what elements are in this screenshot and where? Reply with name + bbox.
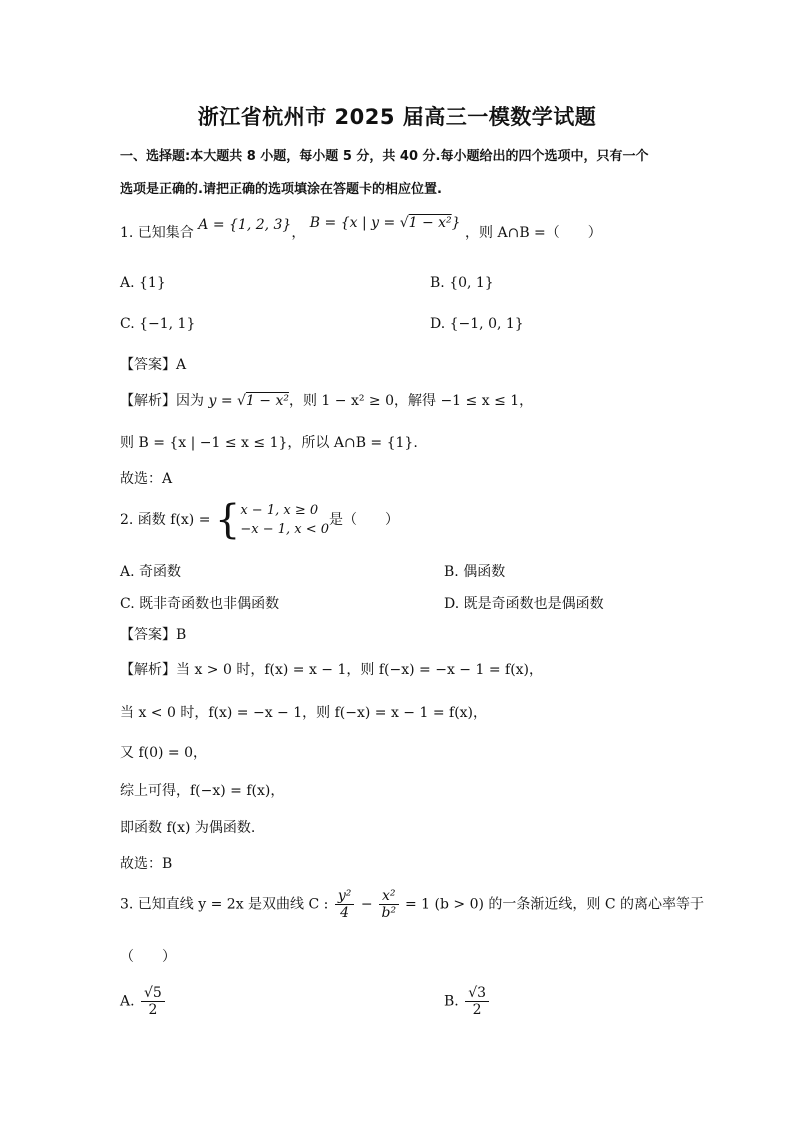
- q3-option-a-label: A.: [120, 993, 135, 1010]
- q1-set-b-left: B = {x | y =: [309, 215, 400, 231]
- q1-sol1-c: ，则 1 − x² ≥ 0，解得 −1 ≤ x ≤ 1，: [288, 393, 534, 409]
- q1-sol1-a: 【解析】因为: [120, 393, 209, 409]
- q3-option-b: [444, 985, 491, 1018]
- question-1-stem: [120, 215, 602, 242]
- q3-frac2-den: b²: [381, 905, 397, 921]
- q3-option-b-num: √3: [465, 985, 489, 1002]
- q1-prefix: 1. 已知集合: [120, 225, 194, 241]
- section-instructions-line1: 一、选择题:本大题共 8 小题，每小题 5 分，共 40 分.每小题给出的四个选项中，只有一个: [120, 149, 649, 164]
- q2-answer: 【答案】B: [120, 627, 187, 643]
- q3-option-a-fraction: [141, 985, 165, 1018]
- q1-option-b: B. {0, 1}: [430, 275, 494, 291]
- left-brace: {: [214, 497, 241, 543]
- q3-minus: −: [356, 896, 378, 913]
- q2-option-c: C. 既非奇函数也非偶函数: [120, 596, 280, 612]
- q2-choose: 故选：B: [120, 856, 173, 872]
- question-3-stem: [120, 888, 704, 921]
- q2-prefix: 2. 函数 f(x) =: [120, 512, 215, 528]
- q1-sol1-b: y =: [208, 393, 237, 409]
- q1-set-a: A = {1, 2, 3}: [198, 217, 292, 233]
- q1-option-d: D. {−1, 0, 1}: [430, 316, 524, 332]
- q3-frac1-den: 4: [340, 905, 350, 921]
- page-title: 浙江省杭州市 2025 届高三一模数学试题: [197, 105, 597, 129]
- q3-option-b-den: 2: [472, 1002, 482, 1018]
- q3-suffix: = 1 (b > 0) 的一条渐近线，则 C 的离心率等于: [400, 896, 705, 913]
- q2-suffix: 是（ ）: [329, 512, 400, 528]
- q1-ask: ，则 A∩B =（ ）: [465, 225, 602, 241]
- q2-solution-line1: 【解析】当 x > 0 时，f(x) = x − 1，则 f(−x) = −x − 1 = f(x)，: [120, 662, 544, 678]
- q2-solution-line2: 当 x < 0 时，f(x) = −x − 1，则 f(−x) = x − 1 = f(x)，: [120, 705, 488, 721]
- q1-comma: ，: [291, 225, 306, 241]
- q3-prefix: 3. 已知直线 y = 2x 是双曲线 C :: [120, 896, 333, 913]
- q2-solution-line3: 又 f(0) = 0，: [120, 745, 208, 761]
- q3-option-b-fraction: [465, 985, 489, 1018]
- q3-paren: （ ）: [120, 949, 176, 965]
- q3-fraction-y: [335, 888, 355, 921]
- q2-case-1: x − 1, x ≥ 0: [240, 503, 319, 518]
- q3-frac2-num: x²: [379, 888, 399, 905]
- q2-option-d: D. 既是奇函数也是偶函数: [444, 596, 604, 612]
- q1-set-b-sqrt: 1 − x²: [408, 215, 452, 231]
- question-2-stem: [120, 497, 400, 543]
- q3-option-a: [120, 985, 167, 1018]
- q3-fraction-x: [379, 888, 399, 921]
- q3-option-a-den: 2: [148, 1002, 158, 1018]
- q2-case-2: −x − 1, x < 0: [240, 522, 330, 537]
- q2-option-a: A. 奇函数: [120, 564, 182, 580]
- q3-frac1-num: y²: [335, 888, 355, 905]
- q1-choose: 故选：A: [120, 471, 173, 487]
- q1-set-b-right: }: [451, 215, 461, 231]
- q2-solution-line5: 即函数 f(x) 为偶函数.: [120, 820, 256, 836]
- q1-answer: 【答案】A: [120, 357, 187, 373]
- q1-option-a: A. {1}: [120, 275, 166, 291]
- q1-solution-line2: 则 B = {x | −1 ≤ x ≤ 1}，所以 A∩B = {1}.: [120, 435, 418, 451]
- q3-option-a-num: √5: [141, 985, 165, 1002]
- q1-solution-line1: 【解析】因为 y = √1 − x²，则 1 − x² ≥ 0，解得 −1 ≤ x ≤ 1，: [120, 393, 534, 409]
- q1-sol1-sqrt: 1 − x²: [245, 393, 289, 409]
- q2-solution-line4: 综上可得，f(−x) = f(x)，: [120, 783, 285, 799]
- section-instructions-line2: 选项是正确的.请把正确的选项填涂在答题卡的相应位置.: [120, 182, 442, 197]
- q2-cases: [240, 501, 329, 539]
- q1-option-c: C. {−1, 1}: [120, 316, 196, 332]
- q2-option-b: B. 偶函数: [444, 564, 506, 580]
- q1-set-b: B = {x | y = √1 − x²}: [309, 215, 461, 231]
- q3-option-b-label: B.: [444, 993, 459, 1010]
